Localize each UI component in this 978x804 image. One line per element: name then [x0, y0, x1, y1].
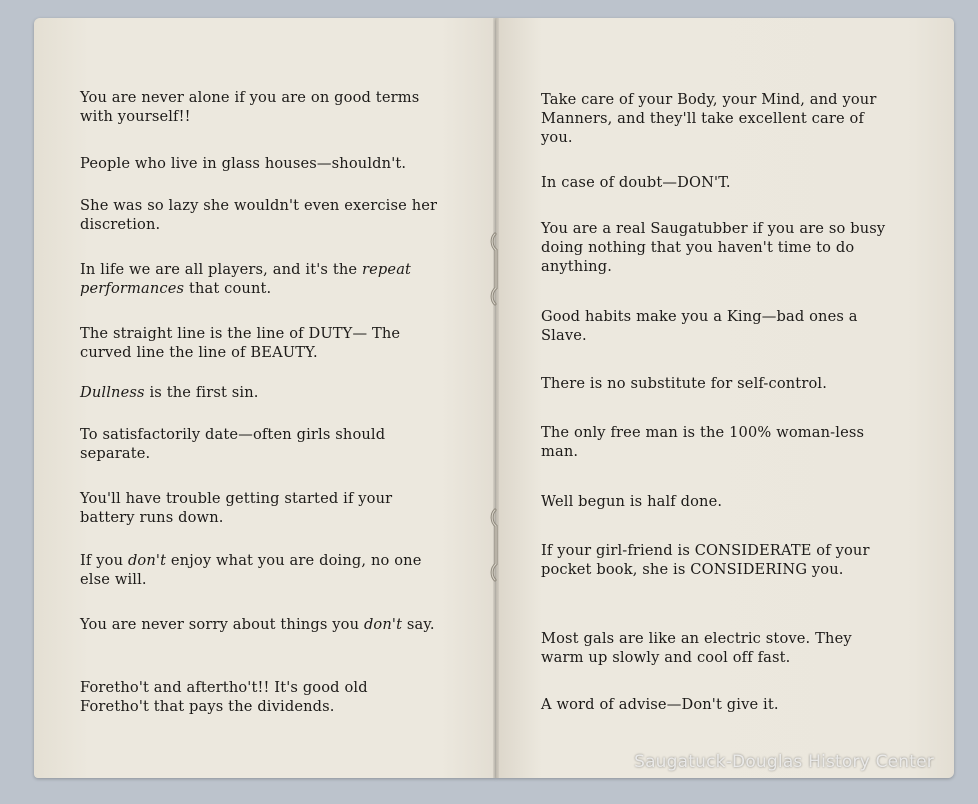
quote: She was so lazy she wouldn't even exercise her discretion. [80, 197, 438, 233]
right-page [496, 18, 954, 778]
booklet-spine [493, 18, 499, 778]
quote: People who live in glass houses—shouldn't. [80, 155, 407, 172]
watermark: Saugatuck-Douglas History Center [634, 752, 934, 772]
quote: You are a real Saugatubber if you are so busy doing nothing that you haven't time to do anything. [541, 220, 886, 275]
quote: In case of doubt—DON'T. [541, 174, 731, 191]
staple-icon [489, 232, 501, 306]
quote: If you don't enjoy what you are doing, no one else will. [80, 552, 422, 588]
left-page [34, 18, 496, 778]
quote: Most gals are like an electric stove. They warm up slowly and cool off fast. [541, 630, 852, 666]
quote: You'll have trouble getting started if your battery runs down. [80, 490, 393, 526]
quote: The straight line is the line of DUTY— The curved line the line of BEAUTY. [80, 325, 401, 361]
quote: Take care of your Body, your Mind, and your Manners, and they'll take excellent care of you. [541, 91, 877, 146]
quote: There is no substitute for self-control. [541, 375, 827, 392]
quote: If your girl-friend is CONSIDERATE of your pocket book, she is CONSIDERING you. [541, 542, 870, 578]
quote: You are never sorry about things you don't say. [80, 616, 435, 633]
quote: A word of advise—Don't give it. [541, 696, 779, 713]
quote: You are never alone if you are on good terms with yourself!! [80, 89, 420, 125]
open-booklet [34, 18, 954, 778]
quote: In life we are all players, and it's the repeat performances that count. [80, 261, 412, 297]
quote: Good habits make you a King—bad ones a Slave. [541, 308, 858, 344]
staple-icon [489, 508, 501, 582]
quote: Foretho't and aftertho't!! It's good old Foretho't that pays the dividends. [80, 679, 368, 715]
quote: Dullness is the first sin. [80, 384, 259, 401]
quote: Well begun is half done. [541, 493, 723, 510]
quote: To satisfactorily date—often girls should separate. [80, 426, 386, 462]
quote: The only free man is the 100% woman-less man. [541, 424, 865, 460]
